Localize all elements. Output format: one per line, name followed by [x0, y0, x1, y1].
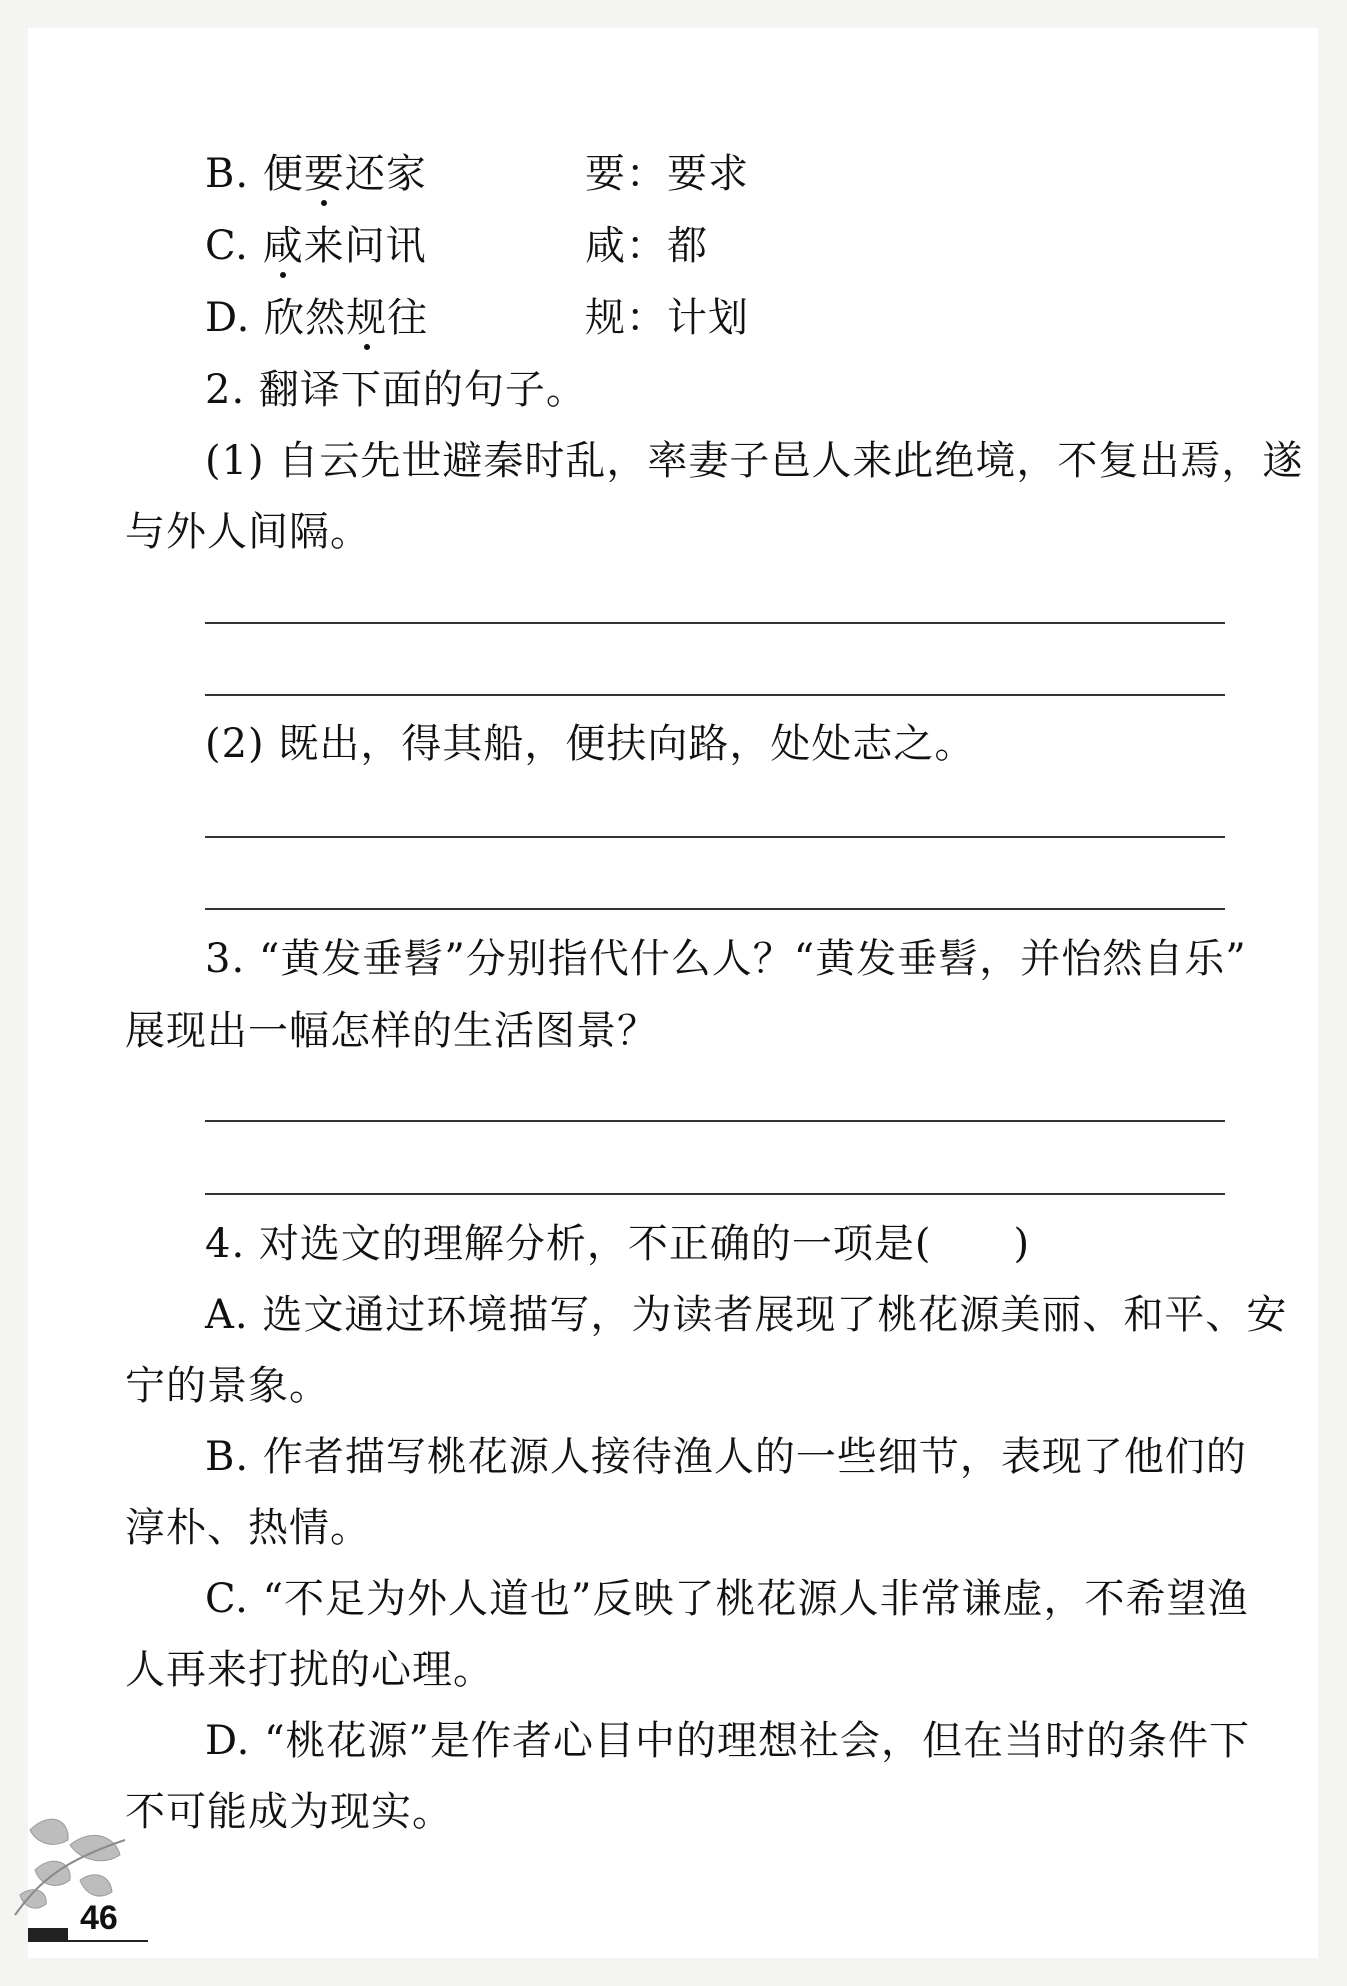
question-4-option-a-line-2: 宁的景象。 [125, 1363, 330, 1409]
option-b [205, 150, 427, 198]
question-3-line-2: 展现出一幅怎样的生活图景？ [125, 1008, 658, 1054]
answer-line[interactable] [205, 908, 1225, 910]
option-letter: D. [205, 295, 251, 341]
dotted-character: 规 [346, 295, 388, 341]
answer-line[interactable] [205, 1193, 1225, 1195]
option-text-post: 来问讯 [303, 223, 427, 269]
answer-line[interactable] [205, 694, 1225, 696]
dotted-character: 要 [303, 151, 345, 197]
option-text-post: 还家 [344, 151, 427, 197]
question-4-option-a-line-1: A. 选文通过环境描写，为读者展现了桃花源美丽、和平、安 [205, 1292, 1288, 1338]
leaf-ornament-icon [10, 1800, 140, 1920]
answer-line[interactable] [205, 1120, 1225, 1122]
option-b-gloss: 要：要求 [585, 151, 749, 197]
answer-line[interactable] [205, 622, 1225, 624]
option-d [205, 294, 428, 342]
question-4-option-c-line-1: C. “不足为外人道也”反映了桃花源人非常谦虚，不希望渔 [205, 1576, 1249, 1622]
page-number: 46 [80, 1899, 118, 1937]
page-number-rule [28, 1940, 148, 1942]
question-4-prompt: 4. 对选文的理解分析，不正确的一项是( ) [205, 1221, 1031, 1267]
option-text-pre: 欣然 [264, 295, 347, 341]
question-4-option-c-line-2: 人再来打扰的心理。 [125, 1647, 494, 1693]
question-4-option-b-line-2: 淳朴、热情。 [125, 1505, 371, 1551]
question-2-sentence-1-line-2: 与外人间隔。 [125, 509, 371, 555]
page-number-block [28, 1928, 68, 1940]
answer-line[interactable] [205, 836, 1225, 838]
dotted-character: 咸 [262, 223, 304, 269]
question-2-sentence-2: (2) 既出，得其船，便扶向路，处处志之。 [205, 721, 976, 767]
option-c [205, 222, 427, 270]
question-2-sentence-1-line-1: (1) 自云先世避秦时乱，率妻子邑人来此绝境，不复出焉，遂 [205, 438, 1304, 484]
option-text-post: 往 [387, 295, 429, 341]
question-3-line-1: 3. “黄发垂髫”分别指代什么人？“黄发垂髫，并怡然自乐” [205, 936, 1247, 982]
option-letter: C. [205, 223, 249, 269]
option-text-pre: 便 [262, 151, 304, 197]
question-4-option-d-line-2: 不可能成为现实。 [125, 1789, 453, 1835]
question-4-option-d-line-1: D. “桃花源”是作者心目中的理想社会，但在当时的条件下 [205, 1718, 1250, 1764]
option-d-gloss: 规：计划 [585, 295, 749, 341]
option-c-gloss: 咸：都 [585, 223, 708, 269]
question-4-option-b-line-1: B. 作者描写桃花源人接待渔人的一些细节，表现了他们的 [205, 1434, 1247, 1480]
option-letter: B. [205, 151, 250, 197]
question-2-prompt: 2. 翻译下面的句子。 [205, 367, 587, 413]
